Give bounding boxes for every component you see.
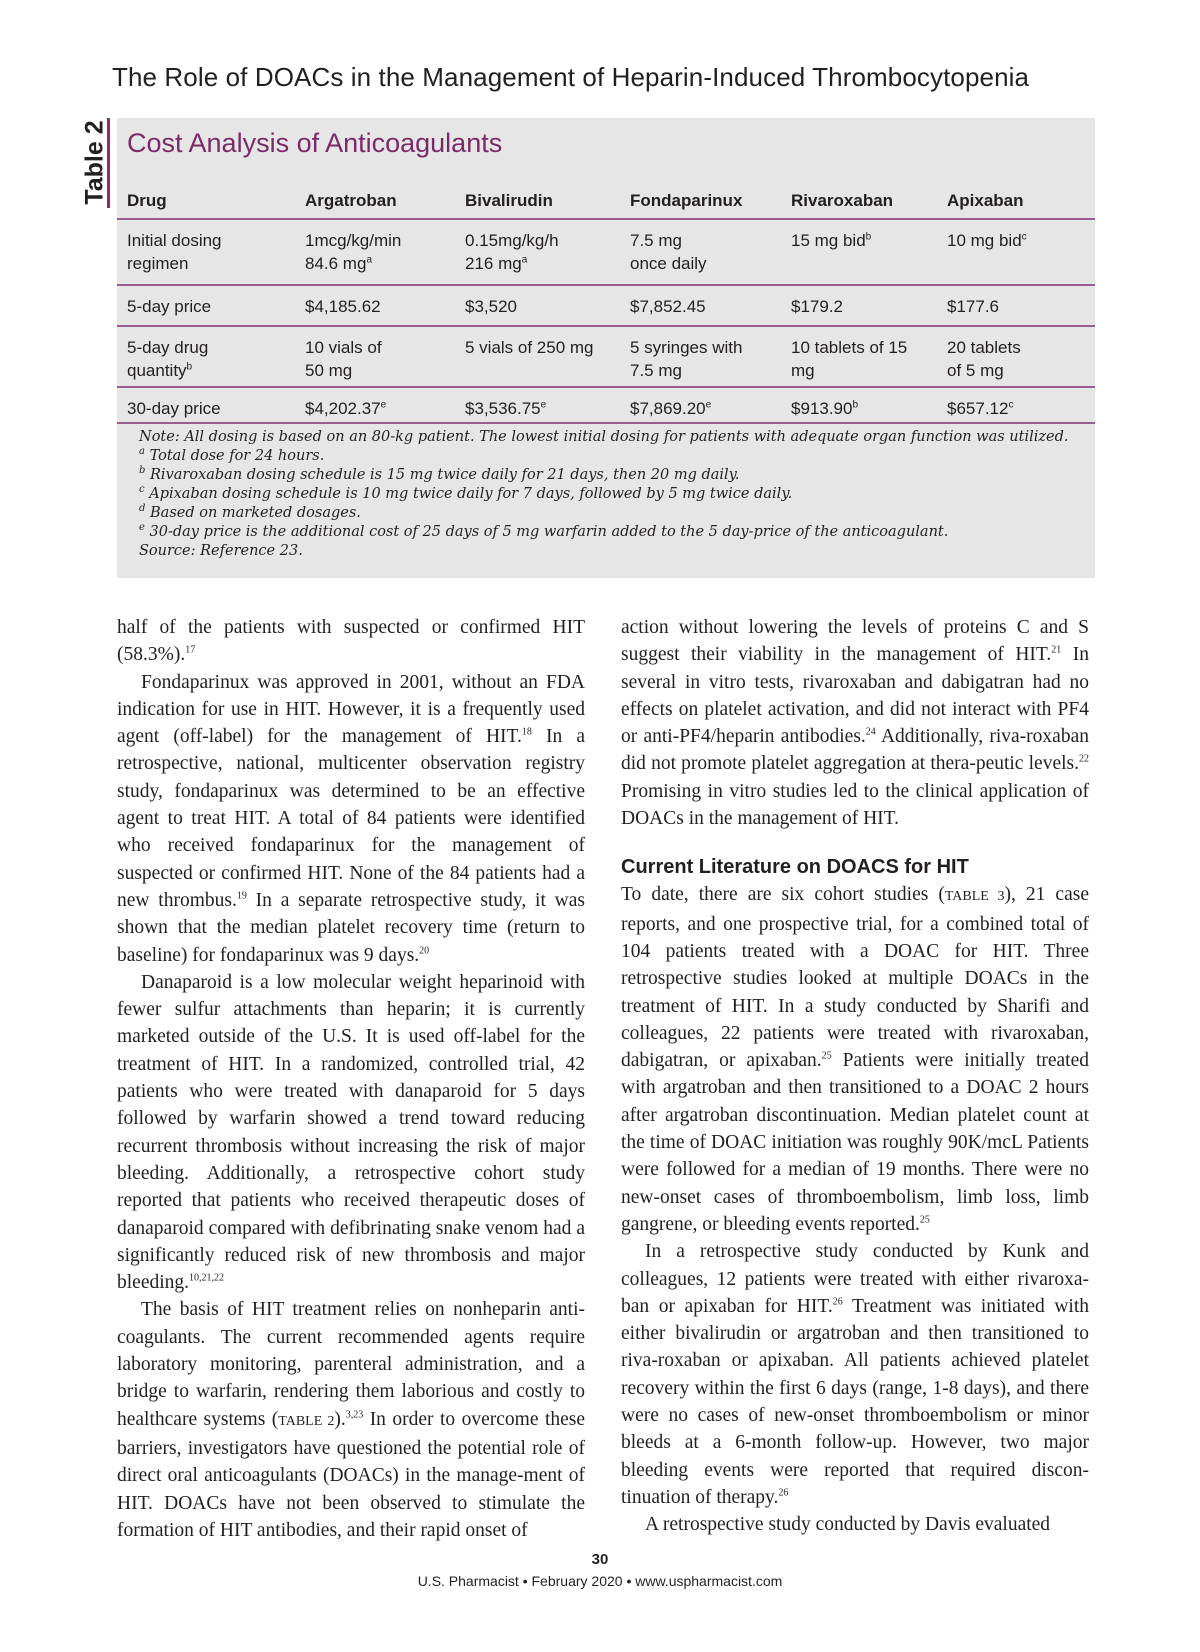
running-title: The Role of DOACs in the Management of Heparin-Induced Thrombocytopenia xyxy=(112,62,1030,92)
right-column xyxy=(621,614,1089,1539)
table-cell: 5 vials of 250 mg xyxy=(465,338,594,357)
left-paragraph: Danaparoid is a low molecular weight heparinoid with fewer sulfur attachments than heparin; it is currently marketed outside of the U.S. It is used off-label for the treatment of HIT. In a randomized, controlled trial, 42 patients who were treated with danaparoid for 5 days followed by warfarin showed a trend toward reducing recurrent thrombosis without increasing the risk of major bleeding. Additionally, a retrospective cohort study reported that patients who received therapeutic doses of danaparoid compared with defibrinating snake venom had a significantly reduced risk of new thrombosis and major bleeding.$^{10,21,22}$ xyxy=(117,971,585,1294)
column-header: Apixaban xyxy=(947,191,1024,210)
left-paragraph: The basis of HIT treatment relies on nonheparin anti-coagulants. The current recommended agents require laboratory monitoring, parenteral administration, and a bridge to warfarin, rendering them laborious and costly to healthcare systems (TABLE 2).$^{3,23}$ In order to overcome these barriers, investigators have questioned the potential role of direct oral anticoagulants (DOACs) in the manage-ment of HIT. DOACs have not been observed to stimulate the formation of HIT antibodies, and their rapid onset of xyxy=(117,1299,586,1541)
table-cell: 1mcg/kg/min 84.6 $mg^a$ xyxy=(305,231,402,273)
table-cell: 15 mg bid$^b$ xyxy=(791,231,872,250)
table-row xyxy=(117,327,1095,388)
table-row xyxy=(117,286,1095,327)
publication-line: U.S. Pharmacist • February 2020 • www.uspharmacist.com xyxy=(417,1573,783,1589)
table-cell: $4,202.37e xyxy=(305,399,387,418)
table-cell: 10 tablets of 15 mg xyxy=(791,338,908,380)
table-grid xyxy=(117,178,1095,424)
table-cell: 10 vials of 50 mg xyxy=(305,338,382,380)
table-tab xyxy=(80,118,110,208)
left-column xyxy=(117,614,585,1544)
table-header-row xyxy=(117,178,1095,220)
table-cell: 10 mg bid$^c$ xyxy=(947,231,1027,250)
table-row xyxy=(117,220,1095,286)
cost-table xyxy=(117,118,1095,578)
table-note: Note: All dosing is based on an 80-kg patient. The lowest initial dosing for patients with adequate organ function was utilized. xyxy=(139,429,1069,445)
right-paragraph: To date, there are six cohort studies (TABLE 3), 21 case reports, and one prospective trial, for a combined total of 104 patients treated with a DOAC for HIT. Three retrospective studies looked at multiple DOACs in the treatment of HIT. In a study conducted by Sharifi and colleagues, 22 patients were treated with rivaroxaban, dabigatran, or apixaban.$^{25}$ Patients were initially treated with argatroban and then transitioned to a DOAC 2 hours after argatroban discontinuation. Median platelet count at the time of DOAC initiation was roughly 90K/mcL Patients were followed for a median of 19 months. There were no new-onset cases of thromboembolism, limb loss, limb gangrene, or bleeding events reported.$^{25}$ xyxy=(621,884,1089,1235)
section-heading: Current Literature on DOACS for HIT xyxy=(621,856,969,879)
column-header: Drug xyxy=(127,191,167,210)
row-label: 30-day price xyxy=(127,399,221,418)
right-paragraph: action without lowering the levels of proteins C and S suggest their viability in the management of HIT.$^{21}$ In several in vitro tests, rivaroxaban and dabigatran had no effects on platelet activation, and did not interact with PF4 or anti-PF4/heparin antibodies.$^{24}$ Additionally, riva-roxaban did not promote platelet aggregation at thera-peutic levels.$^{22}$ Promising in vitro studies led to the clinical application of DOACs in the management of HIT. xyxy=(621,617,1089,830)
table-cell: $177.6 xyxy=(947,297,999,316)
row-label: 5-day price xyxy=(127,297,212,316)
table-cell: 5 syringes with 7.5 mg xyxy=(630,338,743,380)
page-number: 30 xyxy=(591,1551,609,1568)
table-cell: 20 tablets of 5 mg xyxy=(947,338,1021,380)
table-title: Cost Analysis of Anticoagulants xyxy=(127,128,503,158)
table-note: $^d$ Based on marketed dosages. xyxy=(139,503,361,521)
table-cell: $657.12$^c$ xyxy=(947,399,1014,418)
table-note: $^b$ Rivaroxaban dosing schedule is 15 mg twice daily for 21 days, then 20 mg daily. xyxy=(139,465,740,483)
table-row xyxy=(117,388,1095,424)
table-cell: $3,520 xyxy=(465,297,517,316)
table-cell: $4,185.62 xyxy=(305,297,381,316)
table-cell: $7,852.45 xyxy=(630,297,706,316)
table-notes xyxy=(139,428,1089,561)
table-note: $^e$ 30-day price is the additional cost of 25 days of 5 mg warfarin added to the 5 day-price of the anticoagulant. xyxy=(139,522,949,540)
table-cell: $913.90$^b$ xyxy=(791,399,859,418)
table-note: Source: Reference 23. xyxy=(139,543,303,559)
table-note: $^a$ Total dose for 24 hours. xyxy=(139,446,325,464)
row-label: Initial dosing regimen xyxy=(127,231,222,273)
table-note: $^c$ Apixaban dosing schedule is 10 mg twice daily for 7 days, followed by 5 mg twice daily. xyxy=(139,484,793,502)
column-header: Argatroban xyxy=(305,191,397,210)
column-header: Fondaparinux xyxy=(630,191,743,210)
table-cell: $3,536.75e xyxy=(465,399,547,418)
table-cell: $179.2 xyxy=(791,297,843,316)
table-cell: 7.5 mg once daily xyxy=(630,231,707,273)
table-tab-label: Table 2 xyxy=(80,120,109,205)
left-paragraph: half of the patients with suspected or confirmed HIT (58.3%).$^{17}$ xyxy=(117,617,585,666)
column-header: Rivaroxaban xyxy=(791,191,894,210)
table-cell: 0.15mg/kg/h 216 $mg^a$ xyxy=(465,231,559,273)
left-paragraph: Fondaparinux was approved in 2001, without an FDA indication for use in HIT. However, it is a frequently used agent (off-label) for the management of HIT.$^{18}$ In a retrospective, national, multicenter observation registry study, fondaparinux was determined to be an effective agent to treat HIT. A total of 84 patients were identified who received fondaparinux for the management of suspected or confirmed HIT. None of the 84 patients had a new thrombus.$^{19}$ In a separate retrospective study, it was shown that the median platelet recovery time (return to baseline) for fondaparinux was 9 days.$^{20}$ xyxy=(117,671,585,966)
row-label: 5-day drug quantity$^b$ xyxy=(127,338,209,380)
right-paragraph: A retrospective study conducted by Davis evaluated xyxy=(645,1514,1051,1536)
right-paragraph: In a retrospective study conducted by Kunk and colleagues, 12 patients were treated with either rivaroxa-ban or apixaban for HIT.$^{26}$ Treatment was initiated with either bivalirudin or argatroban and then transitioned to riva-roxaban or apixaban. All patients achieved platelet recovery within the first 6 days (range, 1-8 days), and there were no cases of new-onset thromboembolism or minor bleeds at a 6-month follow-up. However, two major bleeding events were reported that required discon-tinuation of therapy.$^{26}$ xyxy=(621,1241,1090,1508)
table-cell: $7,869.20e xyxy=(630,399,712,418)
column-header: Bivalirudin xyxy=(465,191,553,210)
